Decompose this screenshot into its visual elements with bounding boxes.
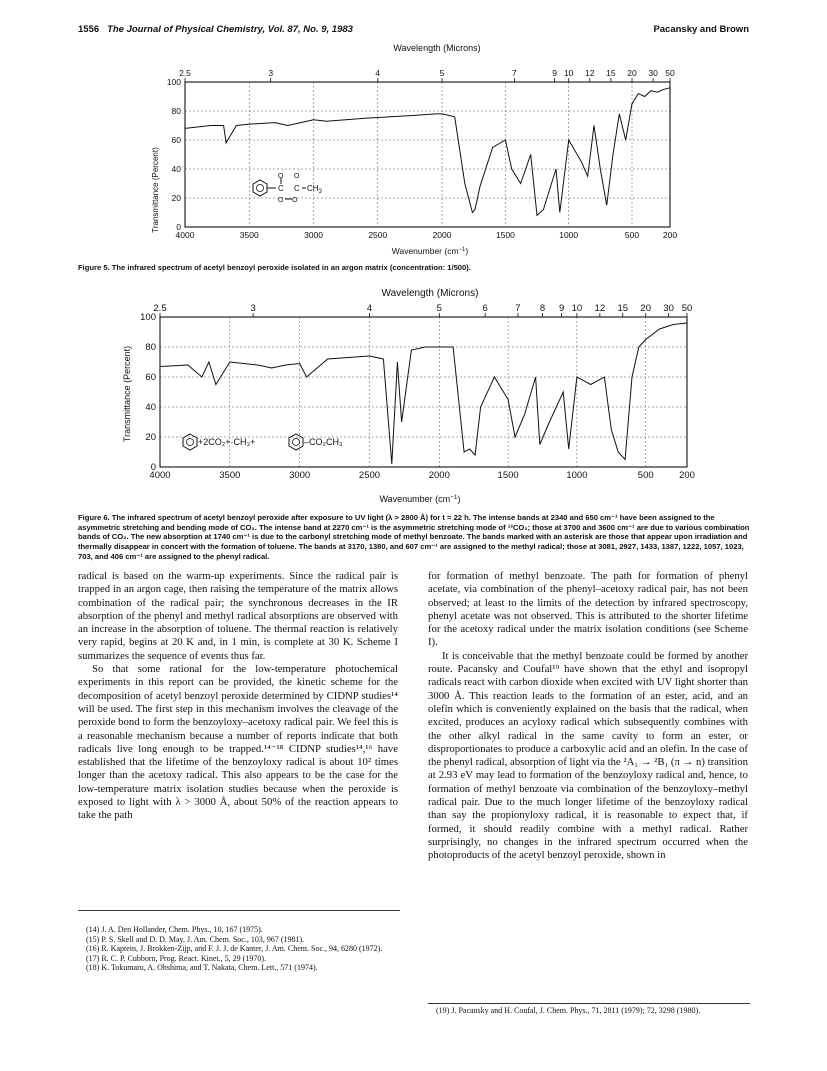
- f5-top-tick-label: 30: [648, 68, 658, 78]
- f5-x-tick-label: 2500: [368, 230, 388, 240]
- body-column-right: [428, 570, 748, 863]
- fig6-x-label: Wavenumber $(cm^{-1})$: [379, 494, 461, 504]
- left-paragraph-2: So that some rational for the low-temperature photochemical experiments in this report can be provided, the kinetic scheme for the decomposition of acetyl benzoyl peroxide determined by CIDNP studies¹⁴ will be used. The first step in this mechanism involves the cleavage of the peroxide bond to form the benzoyloxy–acetoxy radical pair. We feel this is a reasonable mechanism because a number of reports indicate that both radicals live long enough to be trapped.¹⁴⁻¹⁸ CIDNP studies¹⁴,¹⁶ have established that the lifetime of the benzoyloxy radical is about 10² times longer than the acetoxy radical. This also appears to be the case for the low-temperature matrix isolation studies because when the peroxide is exposed to light with λ > 3000 Å, about 50% of the reaction appears to take the path: [78, 663, 398, 822]
- f6-y-tick-label: 20: [145, 432, 156, 443]
- fig5-x-label: Wavenumber $(cm^{-1})$: [391, 246, 469, 256]
- f6-x-tick-label: 500: [637, 470, 654, 481]
- f5-x-tick-label: 500: [624, 230, 640, 240]
- f6-y-tick-label: 60: [145, 372, 156, 383]
- fig5-spectrum-trace: [185, 88, 670, 216]
- f6-top-tick-label: 20: [640, 303, 652, 314]
- f5-x-tick-label: 1000: [559, 230, 579, 240]
- f5-top-tick-label: 4: [375, 68, 381, 78]
- f6-top-tick-label: 10: [571, 303, 583, 314]
- f5-top-tick-label: 15: [606, 68, 616, 78]
- svg-text:CH3: $CH_3$: [307, 184, 322, 195]
- f5-top-tick-label: 50: [665, 68, 675, 78]
- f5-y-tick-label: 60: [171, 135, 181, 145]
- f6-y-tick-label: 100: [140, 312, 156, 323]
- f6-top-tick-label: 30: [663, 303, 674, 314]
- reference-14: (14) J. A. Den Hollander, Chem. Phys., 10, 167 (1975).: [86, 925, 263, 934]
- f6-top-tick-label: 15: [617, 303, 629, 314]
- f6-top-tick-label: 9: [558, 303, 565, 314]
- right-paragraph-2: It is conceivable that the methyl benzoate could be formed by another route. Pacansky and Coufal¹⁹ have shown that the ethyl and isopropyl radicals react with carbon dioxide when excited with UV light shorter than 3000 Å. This reaction leads to the formation of an ester, acid, and an olefin which is conveniently explained on the basis that the radical, when excited, produces an acyloxy radical which subsequently combines with the other alkyl radical in the same cavity to form an ester, or disproportionates to produce a carboxylic acid and an olefin. In the case of the phenyl radical, absorption of light via the ²A₁ → ²B₁ (π → n) transition at 2.93 eV may lead to formation of the benzoyloxy radical and, hence, to formation of methyl benzoate via combination of the benzoyloxy–methyl radical pair. Due to the much longer lifetime of the benzoyloxy radical than say the propionyloxy radical, it is reasonable to expect that, if formed, it should readily combine with a methyl radical. Rather surprisingly, no changes in the infrared spectrum occurred when the photoproducts of the acetyl benzoyl peroxide, shown in: [428, 649, 748, 862]
- svg-text:+2CO₂+·CH₃+: +2CO₂+·CH₃+: [198, 437, 256, 447]
- f6-top-tick-label: 6: [482, 303, 488, 314]
- f5-y-tick-label: 0: [176, 222, 181, 232]
- f6-x-tick-label: 200: [679, 470, 695, 481]
- f5-top-tick-label: 9: [552, 68, 557, 78]
- f6-y-tick-label: 40: [145, 402, 156, 413]
- f6-top-tick-label: 2.5: [153, 303, 167, 314]
- f6-x-tick-label: 1000: [566, 470, 588, 481]
- f5-top-tick-label: 20: [627, 68, 637, 78]
- f6-top-tick-label: 12: [594, 303, 606, 314]
- fig5-plot-frame: [185, 82, 670, 227]
- fig6-top-axis-label: Wavelength (Microns): [381, 288, 479, 299]
- page-header-right: Pacansky and Brown: [653, 24, 749, 35]
- f5-y-tick-label: 40: [171, 164, 181, 174]
- references-left: [78, 910, 400, 973]
- f5-x-tick-label: 3500: [239, 230, 259, 240]
- figure-6-caption: [78, 513, 754, 562]
- fig5-caption-label: Figure 5.: [78, 263, 110, 272]
- reference-19: (19) J. Pacansky and H. Coufal, J. Chem. Phys., 71, 2811 (1979); 72, 3298 (1980).: [436, 1006, 701, 1015]
- fig5-molecule-structure: [253, 173, 323, 204]
- f6-y-tick-label: 0: [150, 462, 156, 473]
- fig5-top-axis-label: Wavelength (Microns): [393, 43, 481, 53]
- fig6-caption-text: The infrared spectrum of acetyl benzoyl peroxide after exposure to UV light (λ > 2800 Å) for t = 22 h. The intense bands at 2340 and 650 cm⁻¹ have been assigned to the asymmetric stretching and bending mode of CO₂. The intense band at 2270 cm⁻¹ is the asymmetric stretching mode of ¹³CO₂; those at 3700 and 3600 cm⁻¹ are due to various combination bands of CO₂. The new absorption at 1740 cm⁻¹ is due to the carbonyl stretching mode of methyl benzoate. The bands marked with an asterisk are those that appear upon irradiation and thermally disappear in concert with the formation of toluene. The bands at 3170, 1380, and 607 cm⁻¹ are assigned to the methyl radical; those at 3081, 2927, 1433, 1387, 1222, 1057, 1023, 703, and 406 cm⁻¹ are assigned to the phenyl radical.: [78, 513, 750, 561]
- f5-top-tick-label: 10: [563, 68, 574, 78]
- f5-x-tick-label: 1500: [495, 230, 515, 240]
- fig5-y-label: Transmittance (Percent): [151, 147, 160, 233]
- f5-top-tick-label: 12: [585, 68, 595, 78]
- fig6-caption-label: Figure 6.: [78, 513, 110, 522]
- journal-name: The Journal of Physical Chemistry, Vol. 87, No. 9, 1983: [107, 24, 353, 35]
- svg-text:C: C: [278, 184, 284, 193]
- figure-5-caption: [78, 263, 754, 273]
- f5-y-tick-label: 100: [166, 77, 181, 87]
- svg-text:O: O: [278, 197, 284, 204]
- f5-top-tick-label: 7: [512, 68, 517, 78]
- f5-y-tick-label: 80: [171, 106, 181, 116]
- f6-x-tick-label: 2000: [428, 470, 450, 481]
- body-column-left: [78, 570, 398, 823]
- f6-top-tick-label: 7: [515, 303, 521, 314]
- svg-text:–CO₂CH₃: –CO₂CH₃: [304, 437, 343, 447]
- fig6-products-label: [183, 434, 343, 450]
- page-header-left: [78, 24, 353, 35]
- f6-top-tick-label: 8: [539, 303, 546, 314]
- f6-x-tick-label: 4000: [149, 470, 171, 481]
- fig6-y-label: Transmittance (Percent): [122, 345, 132, 443]
- f5-y-tick-label: 20: [171, 193, 181, 203]
- svg-text:C: C: [294, 184, 300, 193]
- figure-6-spectrum: [0, 282, 827, 512]
- f5-x-tick-label: 4000: [175, 230, 195, 240]
- f5-x-tick-label: 200: [662, 230, 678, 240]
- f6-x-tick-label: 1500: [497, 470, 519, 481]
- references-right: [428, 1003, 750, 1016]
- f6-x-tick-label: 3500: [219, 470, 241, 481]
- left-paragraph-1: radical is based on the warm-up experiments. Since the radical pair is trapped in an argon cage, then raising the temperature of the matrix allows combination of the radical pair; the synchronous decreases in the IR absorption of the phenyl and methyl radical absorptions are observed with an increase in the absorption of toluene. The thermal reaction is relatively very rapid, begins at 20 K and, in 1 min, is complete at 30 K. Scheme I summarizes the sequence of events thus far.: [78, 570, 398, 662]
- f5-x-tick-label: 2000: [432, 230, 452, 240]
- reference-17: (17) R. C. P. Cubborn, Prog. React. Kinet., 5, 29 (1970).: [86, 953, 266, 963]
- reference-18: (18) K. Tokumaru, A. Ohshima, and T. Nakata, Chem. Lett., 571 (1974).: [86, 963, 318, 973]
- f5-top-tick-label: 5: [439, 68, 445, 78]
- right-paragraph-1: for formation of methyl benzoate. The path for formation of phenyl acetate, via combination of the phenyl–acetoxy radical pair, has not been observed; at least to the limits of the detection by infrared spectroscopy, phenyl acetate was not observed. This is attributed to the shorter lifetime for the acetoxy radical under the matrix isolation conditions (see Scheme I).: [428, 570, 748, 649]
- page-number: 1556: [78, 24, 100, 35]
- f6-top-tick-label: 50: [681, 303, 693, 314]
- f6-top-tick-label: 5: [436, 303, 442, 314]
- f6-x-tick-label: 2500: [358, 470, 381, 481]
- f5-top-tick-label: 2.5: [179, 68, 191, 78]
- fig5-caption-text: The infrared spectrum of acetyl benzoyl peroxide isolated in an argon matrix (concentration: 1/500).: [111, 263, 471, 272]
- f6-x-tick-label: 3000: [289, 470, 311, 481]
- f6-top-tick-label: 3: [250, 303, 256, 314]
- f5-x-tick-label: 3000: [304, 230, 323, 240]
- f6-y-tick-label: 80: [145, 342, 156, 353]
- f5-top-tick-label: 3: [268, 68, 274, 78]
- f6-top-tick-label: 4: [366, 303, 373, 314]
- svg-text:O: O: [292, 197, 298, 204]
- reference-15: (15) P. S. Skell and D. D. May, J. Am. Chem. Soc., 103, 967 (1981).: [86, 934, 305, 944]
- svg-text:O: O: [294, 173, 300, 180]
- reference-16: (16) R. Kaptein, J. Brokken-Zijp, and F. J. J. de Kanter, J. Am. Chem. Soc., 94, 6280 (1972).: [86, 944, 383, 954]
- svg-text:O: O: [278, 173, 284, 180]
